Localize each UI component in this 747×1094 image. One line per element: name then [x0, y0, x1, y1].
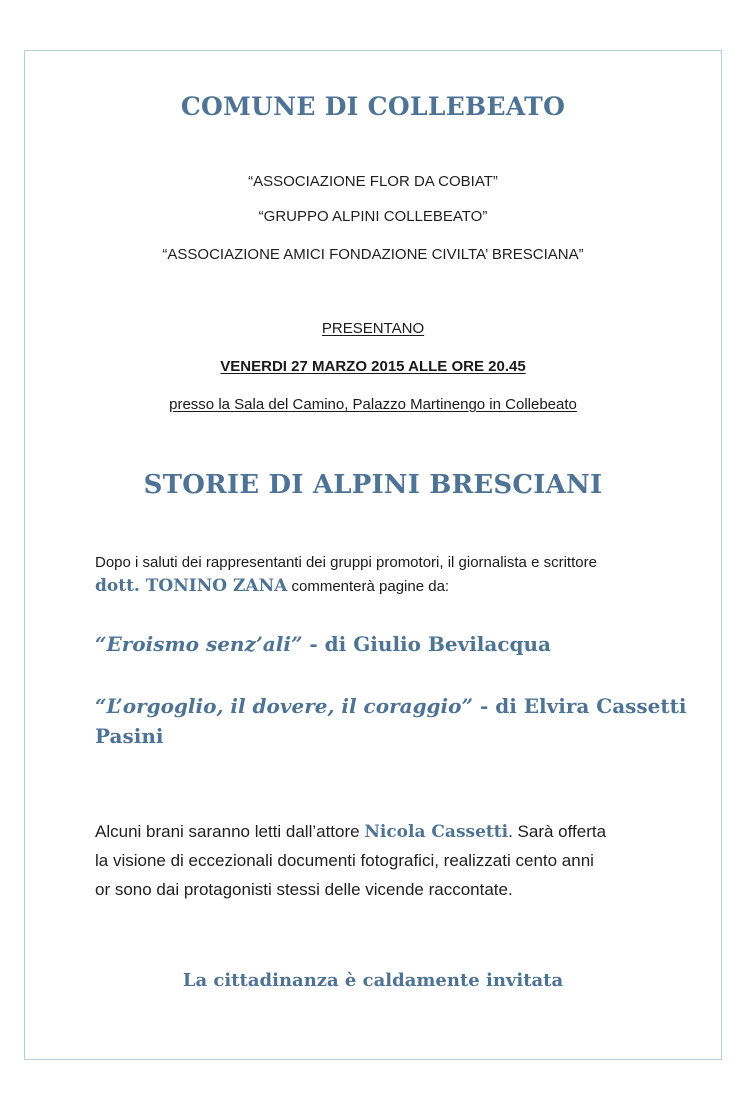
description-pre: Alcuni brani saranno letti dall’attore	[95, 822, 365, 841]
book-eroismo	[95, 630, 695, 659]
event-datetime-text: VENERDI 27 MARZO 2015 ALLE ORE 20.45	[220, 358, 526, 375]
description-post: . Sarà offerta	[508, 822, 607, 841]
presents-heading	[24, 320, 722, 337]
intro-line-2-rest: commenterà pagine da:	[287, 578, 450, 595]
book-title: “L’orgoglio, il dovere, il coraggio”	[95, 694, 473, 718]
speaker-name: dott. TONINO ZANA	[95, 576, 288, 596]
event-title: STORIE DI ALPINI BRESCIANI	[143, 470, 603, 500]
description-line-1	[95, 817, 695, 847]
presents-text: PRESENTANO	[321, 320, 425, 337]
intro-line-1: Dopo i saluti dei rappresentanti dei gruppi promotori, il giornalista e scrittore	[95, 554, 597, 571]
book-author: - di Giulio Bevilacqua	[302, 632, 552, 656]
association-flor-da-cobiat: “ASSOCIAZIONE FLOR DA COBIAT”	[248, 173, 498, 190]
book-author-continued: Pasini	[95, 724, 164, 748]
intro-line-2	[95, 574, 695, 599]
event-location	[24, 396, 722, 413]
actor-name: Nicola Cassetti	[364, 822, 509, 842]
association-gruppo-alpini: “GRUPPO ALPINI COLLEBEATO”	[258, 208, 488, 225]
event-location-text: presso la Sala del Camino, Palazzo Martinengo in Collebeato	[169, 396, 577, 413]
book-orgoglio	[95, 692, 695, 721]
description-line-3: or sono dai protagonisti stessi delle vicende raccontate.	[95, 880, 513, 899]
book-title: “Eroismo senz’ali”	[95, 632, 303, 656]
page-title: COMUNE DI COLLEBEATO	[180, 92, 566, 121]
association-civilta-bresciana: “ASSOCIAZIONE AMICI FONDAZIONE CIVILTA’ BRESCIANA”	[162, 246, 584, 263]
description-line-2: la visione di eccezionali documenti fotografici, realizzati cento anni	[95, 851, 594, 870]
event-datetime	[24, 358, 722, 375]
book-author: - di Elvira Cassetti	[472, 694, 687, 718]
closing-invitation: La cittadinanza è caldamente invitata	[182, 970, 564, 991]
